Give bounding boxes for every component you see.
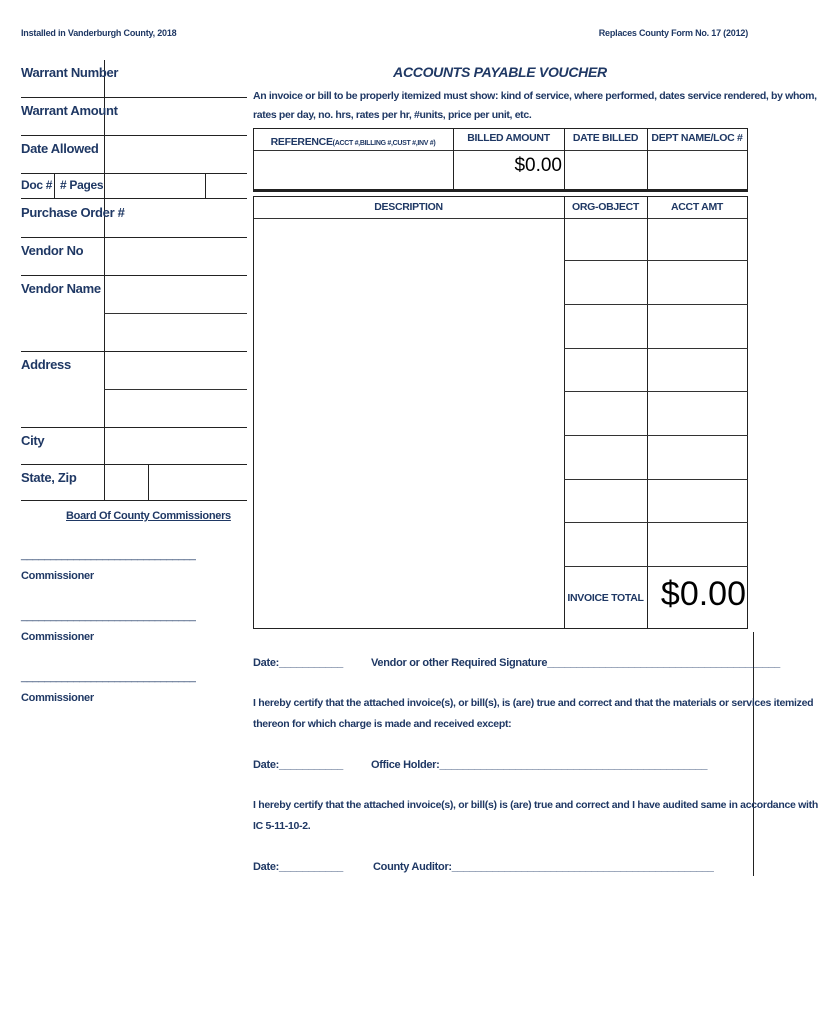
address-field-2[interactable]: [105, 390, 247, 426]
address-label: Address: [21, 357, 71, 372]
county-auditor-signature-line[interactable]: County Auditor:_____________________________________________: [373, 861, 714, 873]
vendor-no-field[interactable]: [105, 238, 247, 274]
city-field[interactable]: [105, 428, 247, 464]
header-installed-text: Installed in Vanderburgh County, 2018: [21, 28, 177, 38]
reference-column-header: [253, 132, 453, 150]
acct-amt-field[interactable]: [649, 393, 746, 434]
org-object-field[interactable]: [566, 306, 646, 347]
invoice-total-label: INVOICE TOTAL: [567, 592, 644, 604]
purchase-order-field[interactable]: [105, 199, 247, 236]
invoice-total-value: $0.00: [660, 575, 746, 613]
voucher-title: ACCOUNTS PAYABLE VOUCHER: [393, 64, 607, 80]
acct-amt-field[interactable]: [649, 350, 746, 390]
billed-amount-column-header: BILLED AMOUNT: [467, 132, 550, 144]
vendor-signature-line[interactable]: Vendor or other Required Signature________________________________________: [371, 657, 780, 669]
acct-amt-field[interactable]: [649, 524, 746, 565]
doc-number-label: Doc #: [21, 178, 53, 192]
vendor-date-line[interactable]: Date:___________: [253, 657, 343, 669]
acct-amt-column-header: ACCT AMT: [670, 201, 724, 213]
description-column-header: DESCRIPTION: [374, 201, 443, 213]
commissioner-2-signature-line[interactable]: ______________________________: [21, 610, 196, 622]
office-holder-signature-line[interactable]: Office Holder:______________________________________________: [371, 759, 708, 771]
reference-field[interactable]: [255, 152, 452, 188]
certify-statement-2: I hereby certify that the attached invoice(s), or bill(s) is (are) true and correct and I have audited same in accordance with: [253, 799, 818, 811]
date-allowed-field[interactable]: [105, 136, 247, 172]
acct-amt-field[interactable]: [649, 437, 746, 478]
reference-header-sublabel: (ACCT #,BILLING #,CUST #,INV #): [332, 140, 436, 147]
commissioner-1-label: Commissioner: [21, 570, 94, 582]
vendor-no-label: Vendor No: [21, 243, 84, 258]
reference-header-label: REFERENCE: [270, 136, 333, 148]
commissioner-3-signature-line[interactable]: ______________________________: [21, 671, 196, 683]
date-billed-field[interactable]: [566, 152, 646, 188]
org-object-field[interactable]: [566, 524, 646, 565]
acct-amt-field[interactable]: [649, 306, 746, 347]
city-label: City: [21, 433, 45, 448]
date-allowed-label: Date Allowed: [21, 141, 99, 156]
certify-statement-1b: thereon for which charge is made and received except:: [253, 718, 512, 730]
billed-amount-value[interactable]: $0.00: [514, 155, 562, 176]
address-field-1[interactable]: [105, 352, 247, 388]
header-replaces-text: Replaces County Form No. 17 (2012): [598, 28, 748, 38]
acct-amt-field[interactable]: [649, 481, 746, 521]
warrant-amount-field[interactable]: [105, 98, 247, 134]
office-holder-date-line[interactable]: Date:___________: [253, 759, 343, 771]
purchase-order-label: Purchase Order #: [21, 205, 125, 220]
org-object-field[interactable]: [566, 393, 646, 434]
commissioner-2-label: Commissioner: [21, 631, 94, 643]
org-object-field[interactable]: [566, 220, 646, 259]
instructions-line-2: rates per day, no. hrs, rates per hr, #units, price per unit, etc.: [253, 109, 532, 121]
warrant-number-label: Warrant Number: [21, 65, 119, 80]
vendor-name-label: Vendor Name: [21, 281, 101, 296]
dept-loc-field[interactable]: [649, 152, 746, 188]
dept-loc-column-header: DEPT NAME/LOC #: [651, 132, 743, 144]
vendor-name-field-1[interactable]: [105, 276, 247, 312]
pages-field[interactable]: [105, 174, 205, 198]
org-object-field[interactable]: [566, 481, 646, 521]
date-billed-column-header: DATE BILLED: [572, 132, 639, 144]
state-zip-label: State, Zip: [21, 470, 77, 485]
org-object-field[interactable]: [566, 262, 646, 303]
zip-field[interactable]: [149, 465, 247, 500]
certify-statement-1: I hereby certify that the attached invoice(s), or bill(s), is (are) true and correct and that the materials or services itemized: [253, 697, 814, 709]
acct-amt-field[interactable]: [649, 262, 746, 303]
org-object-field[interactable]: [566, 437, 646, 478]
org-object-column-header: ORG-OBJECT: [571, 201, 639, 213]
warrant-number-field[interactable]: [105, 60, 247, 96]
pages-label: # Pages: [60, 178, 104, 192]
org-object-field[interactable]: [566, 350, 646, 390]
vendor-name-field-2[interactable]: [105, 314, 247, 350]
state-field[interactable]: [105, 465, 147, 500]
warrant-amount-label: Warrant Amount: [21, 103, 118, 118]
commissioner-3-label: Commissioner: [21, 692, 94, 704]
description-field[interactable]: [255, 220, 563, 626]
instructions-line-1: An invoice or bill to be properly itemized must show: kind of service, where performed, dates service rendered, by whom,: [253, 90, 817, 102]
commissioner-1-signature-line[interactable]: ______________________________: [21, 549, 196, 561]
county-auditor-date-line[interactable]: Date:___________: [253, 861, 343, 873]
certify-statement-2b: IC 5-11-10-2.: [253, 820, 311, 832]
board-of-commissioners-title: Board Of County Commissioners: [66, 510, 231, 522]
acct-amt-field[interactable]: [649, 220, 746, 259]
